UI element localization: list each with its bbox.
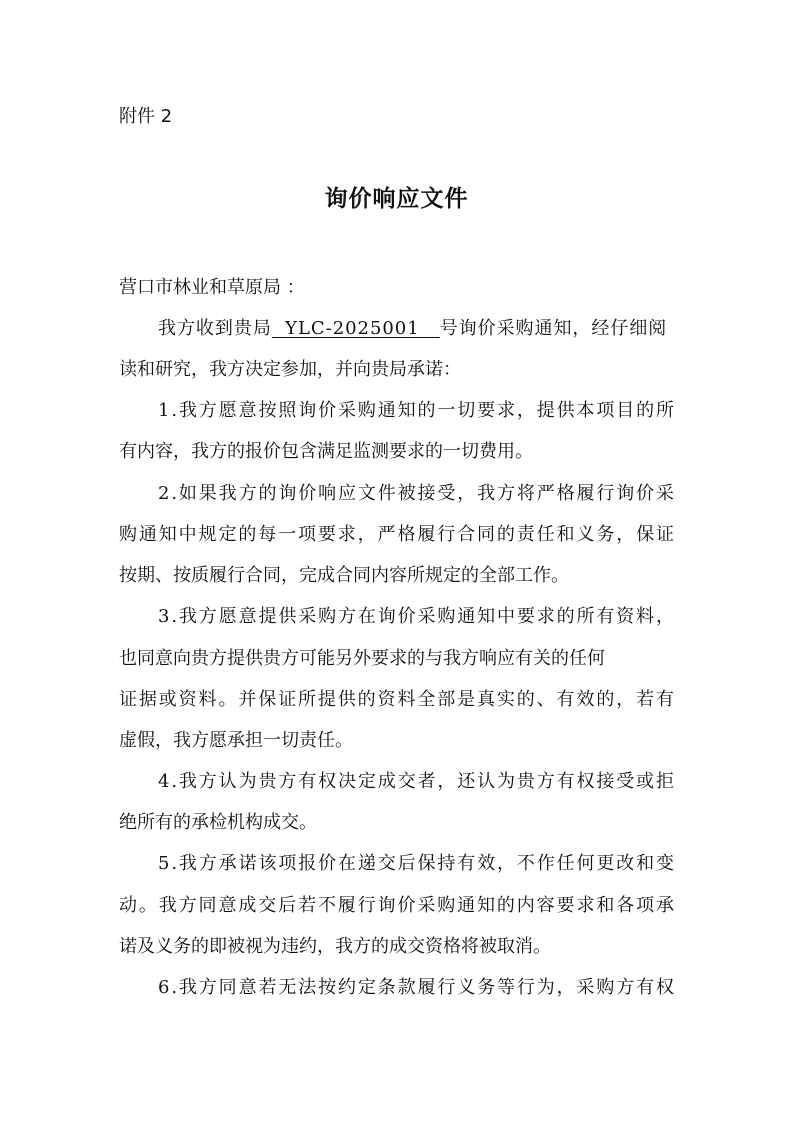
intro-line-2: 读和研究，我方决定参加，并向贵局承诺：	[119, 359, 461, 380]
item-line: 2.如果我方的询价响应文件被接受，我方将严格履行询价采	[158, 483, 676, 504]
item-line: 5.我方承诺该项报价在递交后保持有效，不作任何更改和变	[158, 853, 676, 874]
item-line: 有内容，我方的报价包含满足监测要求的一切费用。	[119, 441, 533, 462]
item-line: 购通知中规定的每一项要求，严格履行合同的责任和义务，保证	[119, 524, 676, 545]
item-line: 绝所有的承检机构成交。	[119, 812, 317, 833]
item-line: 4.我方认为贵方有权决定成交者，还认为贵方有权接受或拒	[158, 771, 676, 792]
item-line: 也同意向贵方提供贵方可能另外要求的与我方响应有关的任何	[119, 648, 605, 669]
recipient-line: 营口市林业和草原局 ：	[119, 277, 305, 298]
item-line: 按期、按质履行合同，完成合同内容所规定的全部工作。	[119, 565, 569, 586]
reference-number: YLC-2025001	[271, 318, 440, 339]
document-title: 询价响应文件	[324, 186, 469, 212]
intro-suffix: 号询价采购通知，经仔细阅	[439, 318, 668, 339]
intro-prefix: 我方收到贵局	[158, 318, 272, 339]
item-line: 6.我方同意若无法按约定条款履行义务等行为，采购方有权	[158, 977, 676, 998]
item-line: 3.我方愿意提供采购方在询价采购通知中要求的所有资料，	[158, 606, 676, 627]
attachment-label: 附件 2	[119, 106, 173, 127]
item-line: 证据或资料。并保证所提供的资料全部是真实的、有效的，若有	[119, 689, 676, 710]
item-line: 诺及义务的即被视为违约，我方的成交资格将被取消。	[119, 936, 551, 957]
item-line: 1.我方愿意按照询价采购通知的一切要求，提供本项目的所	[158, 400, 676, 421]
item-line: 虚假，我方愿承担一切责任。	[119, 730, 353, 751]
intro-line-1	[158, 313, 667, 345]
item-line: 动。我方同意成交后若不履行询价采购通知的内容要求和各项承	[119, 895, 676, 916]
